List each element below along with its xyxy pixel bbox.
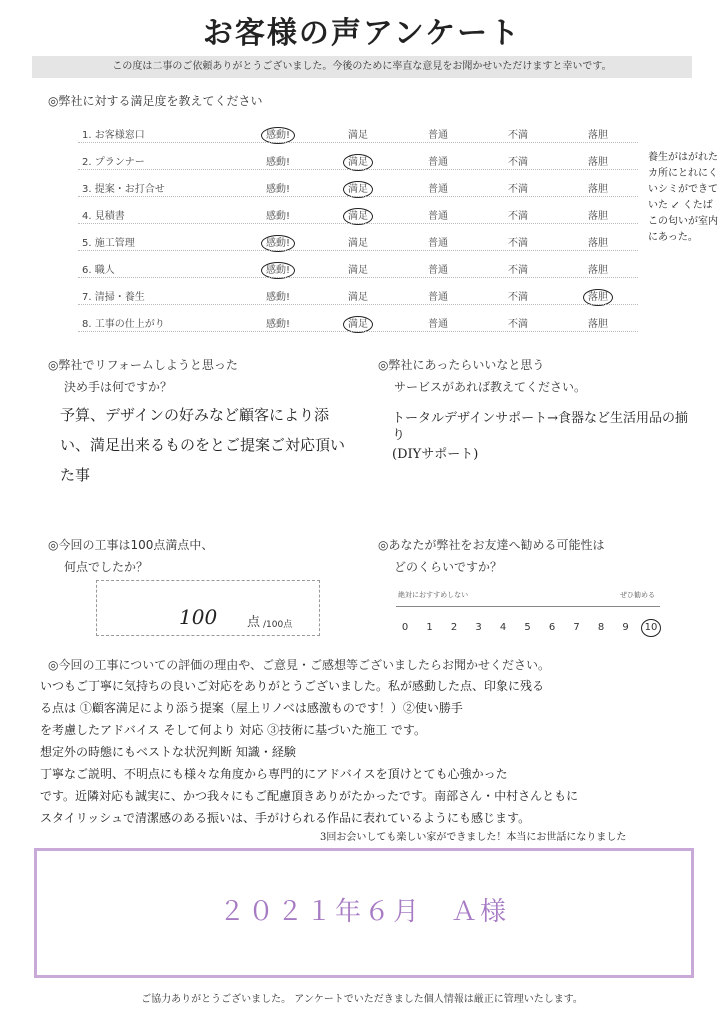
satisfaction-option[interactable] [568,207,628,222]
scale-number[interactable]: 9 [622,622,629,633]
recommend-question-line1: ◎あなたが弊社をお友達へ勧める可能性は [378,538,605,552]
comment-line: スタイリッシュで清潔感のある振いは、手がけられる作品に表れているようにも感じます。 [40,811,531,825]
satisfaction-option-label: 普通 [428,319,448,330]
service-question-line1: ◎弊社にあったらいいなと思う [378,358,545,372]
row-divider [78,250,638,251]
satisfaction-option-label: 満足 [348,292,368,303]
satisfaction-option-label: 満足 [343,154,373,171]
scale-number[interactable]: 3 [475,622,482,633]
satisfaction-row [78,228,638,252]
satisfaction-row [78,120,638,144]
satisfaction-option[interactable] [328,261,388,276]
row-divider [78,196,638,197]
satisfaction-option-label: 落胆 [588,130,608,141]
satisfaction-option[interactable] [408,153,468,168]
satisfaction-option-label: 感動! [265,211,290,222]
satisfaction-option[interactable] [488,261,548,276]
satisfaction-row-label: 3. 提案・お打合せ [82,184,165,195]
satisfaction-row-label: 4. 見積書 [82,211,125,222]
satisfaction-row-label: 1. お客様窓口 [82,130,145,141]
scale-number[interactable]: 0 [401,622,409,633]
satisfaction-option[interactable] [488,153,548,168]
row-divider [78,331,638,332]
row-divider [78,304,638,305]
satisfaction-option[interactable] [248,315,308,330]
satisfaction-option[interactable] [328,234,388,249]
satisfaction-option-label: 満足 [348,238,368,249]
score-box [96,580,320,636]
satisfaction-option-label: 不満 [508,157,528,168]
result-stamp: ２０２１年６月 Ａ様 [218,897,509,927]
satisfaction-option[interactable] [328,288,388,303]
satisfaction-option-label: 落胆 [588,157,608,168]
satisfaction-option[interactable] [568,180,628,195]
satisfaction-question: ◎弊社に対する満足度を教えてください [48,94,263,108]
comment-line: 3回お会いしても楽しい家ができました！本当にお世話になりました [320,832,627,843]
satisfaction-option[interactable] [408,126,468,141]
reform-question-line2: 決め手は何ですか？ [64,380,173,394]
satisfaction-option[interactable] [248,126,308,141]
satisfaction-option-label: 普通 [428,130,448,141]
satisfaction-row [78,282,638,306]
satisfaction-option[interactable] [408,288,468,303]
scale-number[interactable]: 10 [641,619,661,637]
satisfaction-option[interactable] [328,153,388,168]
satisfaction-option-label: 感動! [261,127,295,144]
intro-text: この度は二事のご依頼ありがとうございました。今後のために率直な意見をお聞かせいただけますと幸いです。 [32,56,692,78]
satisfaction-option-label: 満足 [348,265,368,276]
recommend-question-line2: どのくらいですか？ [394,560,503,574]
satisfaction-option[interactable] [408,234,468,249]
scale-number[interactable]: 5 [524,622,531,633]
scale-number[interactable]: 6 [548,622,556,633]
satisfaction-row-label: 5. 施工管理 [82,238,135,249]
satisfaction-option[interactable] [328,207,388,222]
comment-line: いつもご丁寧に気持ちの良いご対応をありがとうございました。私が感動した点、印象に残る [40,679,545,693]
satisfaction-option[interactable] [408,207,468,222]
recommend-scale-line [396,606,660,607]
satisfaction-option[interactable] [488,315,548,330]
scale-number[interactable]: 1 [426,622,433,633]
satisfaction-option-label: 感動! [265,319,290,330]
satisfaction-option[interactable] [408,261,468,276]
satisfaction-option-label: 感動! [265,184,290,195]
satisfaction-option[interactable] [408,180,468,195]
satisfaction-option[interactable] [488,126,548,141]
score-question-line2: 何点でしたか？ [64,560,149,574]
row-divider [78,169,638,170]
satisfaction-option[interactable] [488,180,548,195]
footer-note: ご協力ありがとうございました。 アンケートでいただきました個人情報は厳正に管理いたします。 [141,994,583,1005]
satisfaction-option[interactable] [488,288,548,303]
recommend-low-label: 絶対におすすめしない [398,591,469,599]
satisfaction-row [78,174,638,198]
satisfaction-option-label: 不満 [508,265,528,276]
row-divider [78,277,638,278]
satisfaction-option-label: 普通 [428,184,448,195]
satisfaction-option-label: 不満 [508,238,528,249]
satisfaction-option-label: 感動! [265,292,290,303]
score-unit: 点 [247,615,261,630]
service-question-line2: サービスがあれば教えてください。 [394,380,587,394]
survey-title: お客様の声アンケート [202,16,522,51]
service-answer-line1: トータルデザインサポート→食器など生活用品の揃り [392,411,688,443]
satisfaction-row-label: 6. 職人 [82,265,115,276]
scale-number[interactable]: 7 [573,622,580,633]
result-box [34,848,694,978]
satisfaction-option[interactable] [248,180,308,195]
comment-line: です。近隣対応も誠実に、かつ我々にもご配慮頂きありがたかったです。南部さん・中村さんともに [40,789,579,803]
satisfaction-option-label: 普通 [428,211,448,222]
satisfaction-option[interactable] [248,288,308,303]
satisfaction-option[interactable] [248,207,308,222]
comment-line: 丁寧なご説明、不明点にも様々な角度から専門的にアドバイスを頂けとても心強かった [40,767,508,781]
satisfaction-option-label: 落胆 [583,289,613,306]
comment-line: 想定外の時態にもベストな状況判断 知識・経験 [40,745,296,759]
comment-line: を考慮したアドバイス そして何より 対応 ③技術に基づいた施工 です。 [40,723,426,737]
satisfaction-option[interactable] [248,261,308,276]
row-divider [78,142,638,143]
reform-question-line1: ◎弊社でリフォームしようと思った [48,358,238,372]
satisfaction-option-label: 不満 [508,319,528,330]
satisfaction-option-label: 満足 [343,316,373,333]
satisfaction-side-note: 養生がはがれたカ所にとれにくいシミができていた ↙ くたばこの匂いが室内にあった。 [648,152,718,243]
reform-answer: 予算、デザインの好みなど顧客により添い、満足出来るものをとご提案ご対応頂いた事 [60,406,346,484]
satisfaction-option[interactable] [568,234,628,249]
satisfaction-row [78,309,638,333]
satisfaction-option[interactable] [488,234,548,249]
satisfaction-option[interactable] [568,261,628,276]
satisfaction-option-label: 不満 [508,130,528,141]
satisfaction-row-label: 8. 工事の仕上がり [82,319,165,330]
satisfaction-option-label: 満足 [343,181,373,198]
scale-number[interactable]: 2 [450,622,458,633]
satisfaction-option[interactable] [328,126,388,141]
satisfaction-option[interactable] [568,153,628,168]
satisfaction-option[interactable] [248,234,308,249]
satisfaction-option[interactable] [568,315,628,330]
comment-line: る点は ①顧客満足により添う提案（屋上リノベは感激ものです！）②使い勝手 [40,701,463,715]
satisfaction-option[interactable] [328,180,388,195]
satisfaction-row-label: 7. 清掃・養生 [82,292,145,303]
satisfaction-option-label: 落胆 [588,211,608,222]
scale-number[interactable]: 8 [597,622,605,633]
score-question-line1: ◎今回の工事は100点満点中、 [48,538,214,552]
satisfaction-row [78,147,638,171]
satisfaction-option[interactable] [408,315,468,330]
satisfaction-option[interactable] [568,288,628,303]
satisfaction-option-label: 感動! [261,235,295,252]
satisfaction-row [78,201,638,225]
satisfaction-option-label: 不満 [508,211,528,222]
satisfaction-option-label: 普通 [428,292,448,303]
satisfaction-option-label: 普通 [428,238,448,249]
satisfaction-option-label: 落胆 [588,265,608,276]
satisfaction-row-label: 2. プランナー [82,157,145,168]
satisfaction-option-label: 感動! [261,262,295,279]
satisfaction-option-label: 普通 [428,265,448,276]
satisfaction-option-label: 落胆 [588,238,608,249]
comments-question: ◎今回の工事についての評価の理由や、ご意見・ご感想等ございましたらお聞かせください。 [48,658,550,672]
satisfaction-option-label: 感動! [265,157,290,168]
row-divider [78,223,638,224]
satisfaction-option-label: 不満 [508,184,528,195]
recommend-high-label: ぜひ勧める [620,591,655,599]
score-value: 100 [179,605,218,629]
score-suffix: /100点 [263,620,293,630]
satisfaction-option-label: 満足 [348,130,368,141]
satisfaction-option-label: 不満 [508,292,528,303]
satisfaction-row [78,255,638,279]
satisfaction-option[interactable] [568,126,628,141]
satisfaction-option-label: 普通 [428,157,448,168]
satisfaction-option-label: 落胆 [588,184,608,195]
service-answer-line2: (DIYサポート) [392,447,479,462]
scale-number[interactable]: 4 [499,622,507,633]
satisfaction-option-label: 満足 [343,208,373,225]
satisfaction-option[interactable] [248,153,308,168]
satisfaction-option-label: 落胆 [588,319,608,330]
satisfaction-option[interactable] [488,207,548,222]
satisfaction-option[interactable] [328,315,388,330]
